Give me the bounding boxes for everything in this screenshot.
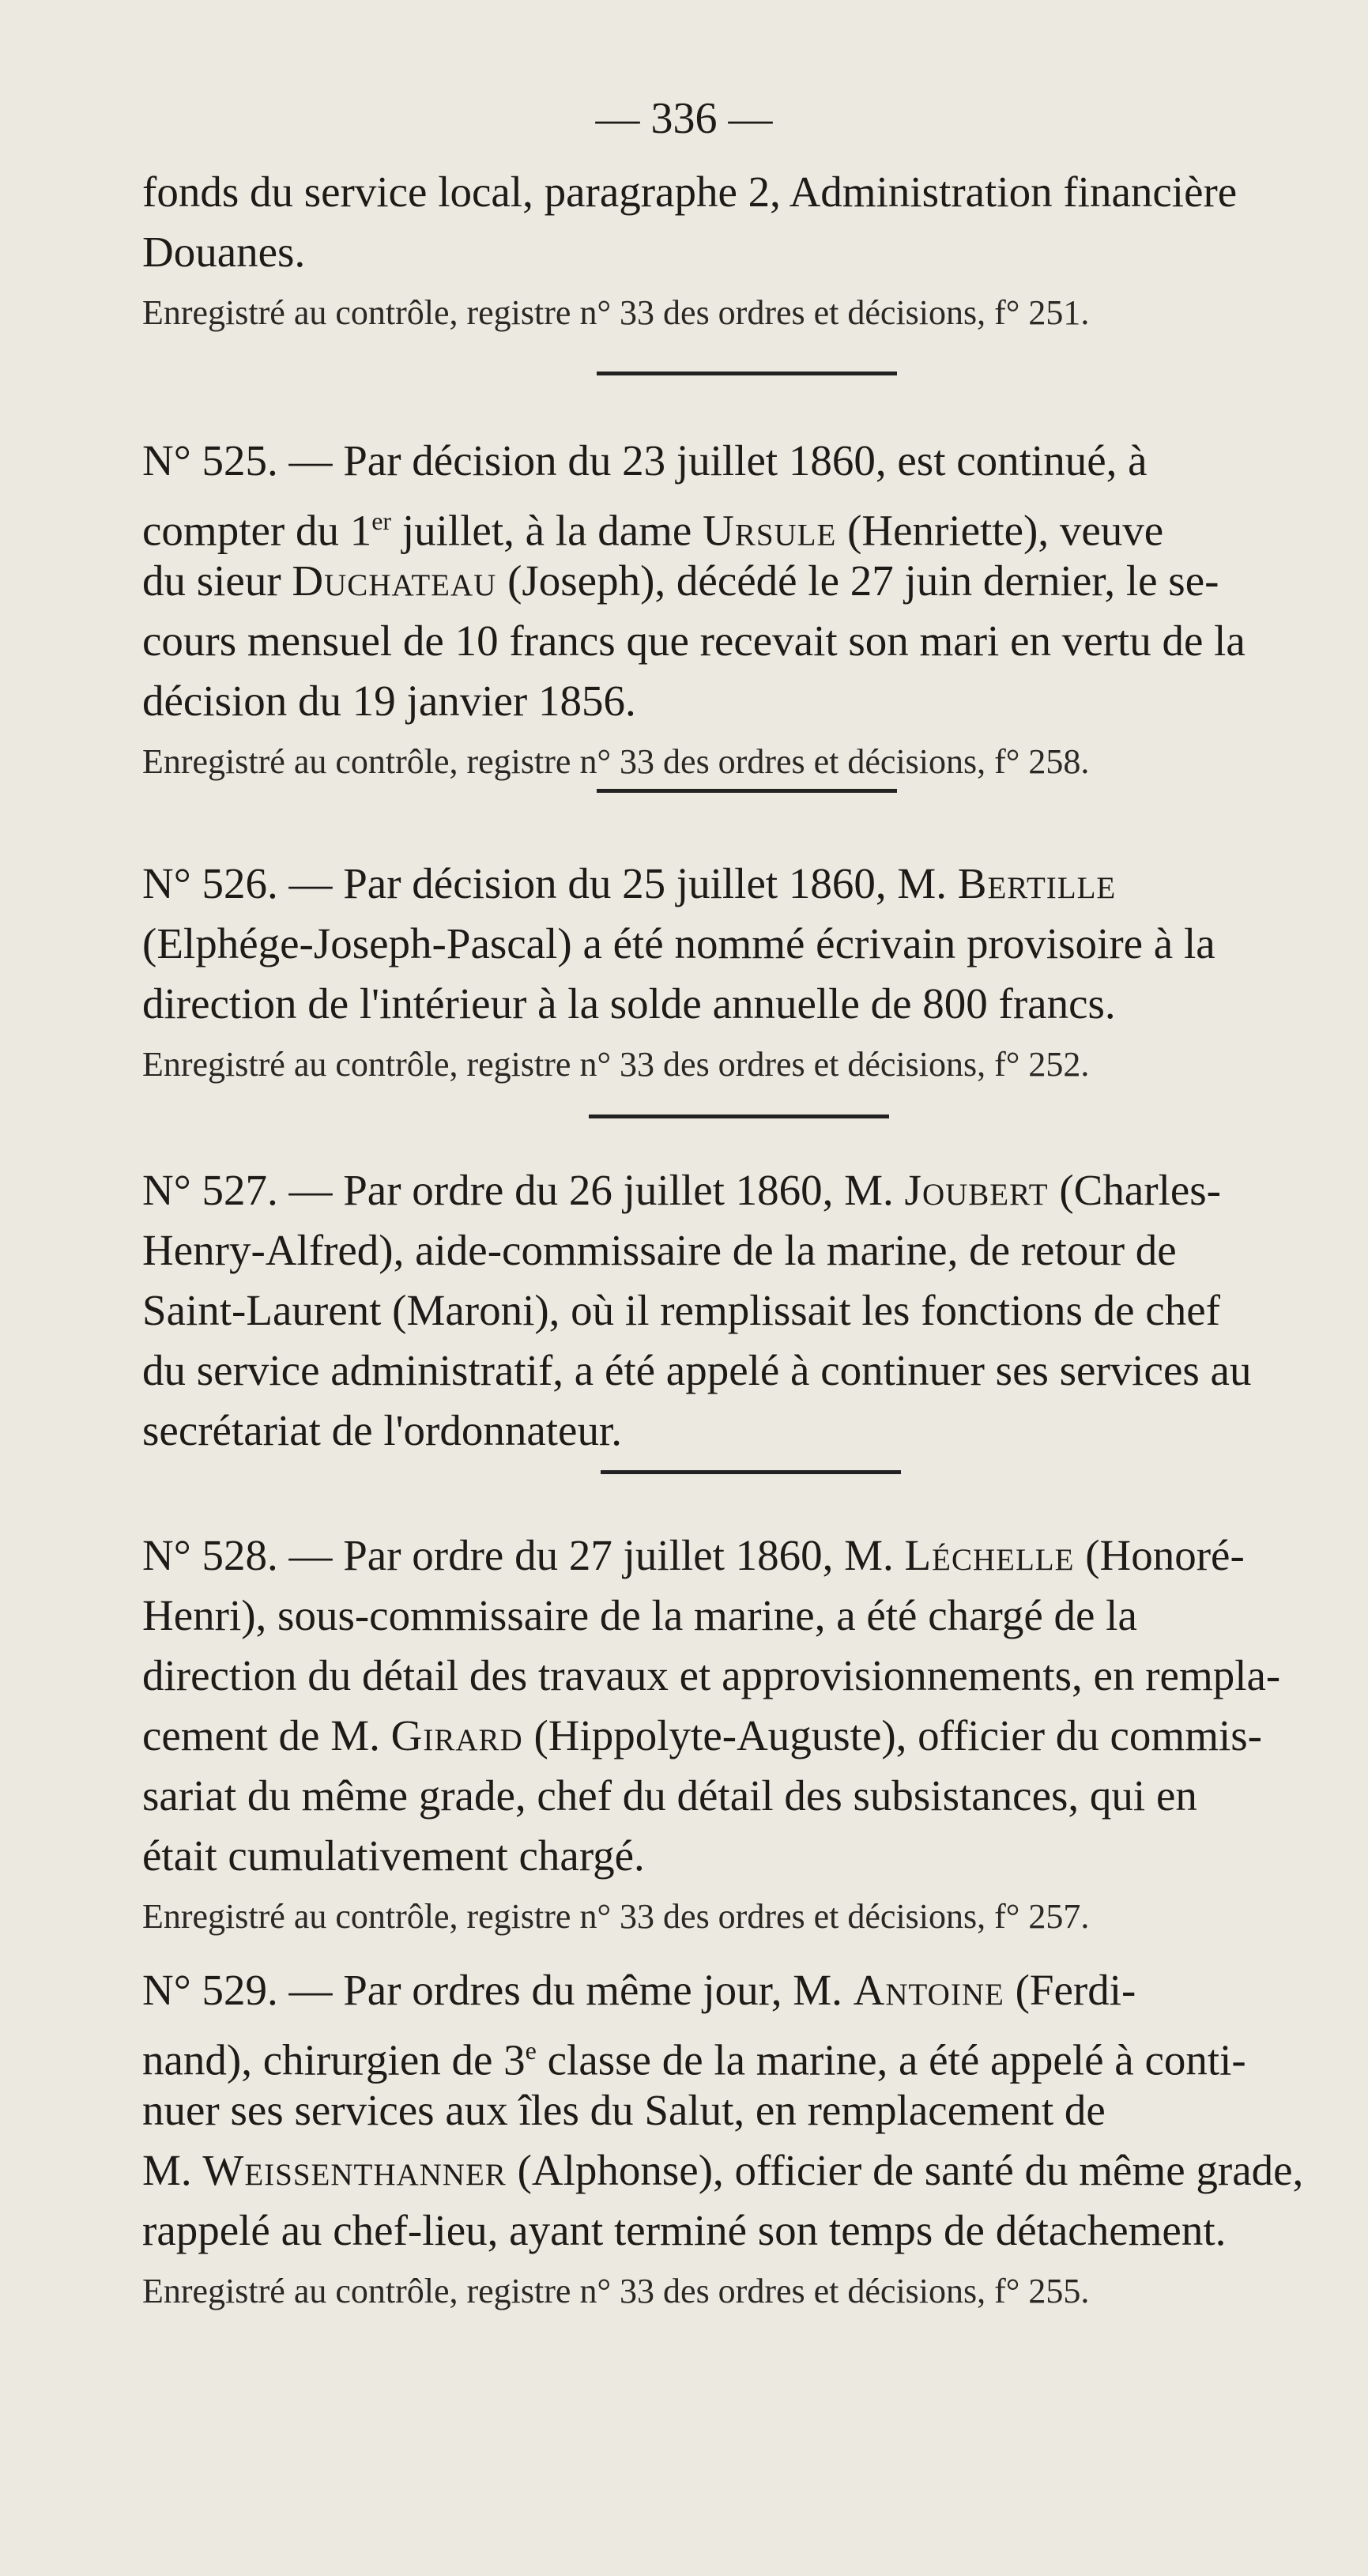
text-line: Henry-Alfred), aide-commissaire de la marine, de retour de: [142, 1226, 1177, 1274]
separator-rule: [597, 789, 897, 793]
text-line: secrétariat de l'ordonnateur.: [142, 1406, 622, 1454]
text-line: Henri), sous-commissaire de la marine, a été chargé de la: [142, 1591, 1137, 1639]
person-name: Weissenthanner: [202, 2146, 507, 2194]
text-line: Douanes.: [142, 228, 306, 276]
entry-526: [142, 854, 1328, 1089]
text-line: direction de l'intérieur à la solde annuelle de 800 francs.: [142, 979, 1116, 1028]
text-line: décision du 19 janvier 1856.: [142, 677, 636, 725]
text-line: compter du 1er juillet, à la dame Ursule (Henriette), veuve: [142, 506, 1164, 555]
text-line: N° 529. — Par ordres du même jour, M. Antoine (Ferdi-: [142, 1966, 1136, 2014]
text-line: cours mensuel de 10 francs que recevait son mari en vertu de la: [142, 617, 1246, 665]
separator-rule: [601, 1470, 901, 1474]
text-line: direction du détail des travaux et approvisionnements, en rempla-: [142, 1651, 1281, 1699]
intro-paragraph: [142, 162, 1328, 338]
entry-527: [142, 1160, 1328, 1461]
person-name: Antoine: [853, 1966, 1004, 2014]
text-line: N° 525. — Par décision du 23 juillet 1860, est continué, à: [142, 436, 1148, 485]
text-line: sariat du même grade, chef du détail des subsistances, qui en: [142, 1771, 1197, 1820]
text-line: cement de M. Girard (Hippolyte-Auguste), officier du commis-: [142, 1711, 1262, 1759]
person-name: Ursule: [703, 506, 837, 555]
separator-rule: [597, 372, 897, 375]
registration-note: Enregistré au contrôle, registre n° 33 des ordres et décisions, f° 255.: [142, 2272, 1090, 2310]
text-line: du sieur Duchateau (Joseph), décédé le 27 juin dernier, le se-: [142, 556, 1219, 605]
text-line: nand), chirurgien de 3e classe de la marine, a été appelé à conti-: [142, 2035, 1246, 2084]
text-line: était cumulativement chargé.: [142, 1831, 645, 1880]
person-name: Duchateau: [292, 556, 497, 605]
person-name: Bertille: [957, 859, 1117, 907]
text-line: N° 528. — Par ordre du 27 juillet 1860, M. Léchelle (Honoré-: [142, 1531, 1245, 1579]
registration-note: Enregistré au contrôle, registre n° 33 des ordres et décisions, f° 258.: [142, 742, 1090, 781]
text-line: nuer ses services aux îles du Salut, en remplacement de: [142, 2086, 1106, 2134]
person-name: Girard: [390, 1711, 523, 1759]
registration-note: Enregistré au contrôle, registre n° 33 des ordres et décisions, f° 251.: [142, 293, 1090, 332]
entry-525: [142, 431, 1328, 786]
text-line: N° 526. — Par décision du 25 juillet 1860, M. Bertille: [142, 859, 1117, 907]
registration-note: Enregistré au contrôle, registre n° 33 des ordres et décisions, f° 252.: [142, 1045, 1090, 1084]
page-number: — 336 —: [595, 94, 773, 143]
text-line: Saint-Laurent (Maroni), où il remplissait les fonctions de chef: [142, 1286, 1220, 1334]
text-line: rappelé au chef-lieu, ayant terminé son temps de détachement.: [142, 2206, 1227, 2254]
person-name: Léchelle: [904, 1531, 1075, 1579]
text-line: M. Weissenthanner (Alphonse), officier de santé du même grade,: [142, 2146, 1304, 2194]
text-line: (Elphége-Joseph-Pascal) a été nommé écrivain provisoire à la: [142, 919, 1215, 967]
text-line: fonds du service local, paragraphe 2, Administration financière: [142, 168, 1238, 216]
separator-rule: [589, 1115, 889, 1118]
person-name: Joubert: [904, 1166, 1049, 1214]
entry-528: [142, 1526, 1328, 1941]
text-line: du service administratif, a été appelé à continuer ses services au: [142, 1346, 1252, 1394]
registration-note: Enregistré au contrôle, registre n° 33 des ordres et décisions, f° 257.: [142, 1897, 1090, 1936]
entry-529: [142, 1960, 1328, 2316]
text-line: N° 527. — Par ordre du 26 juillet 1860, M. Joubert (Charles-: [142, 1166, 1221, 1214]
